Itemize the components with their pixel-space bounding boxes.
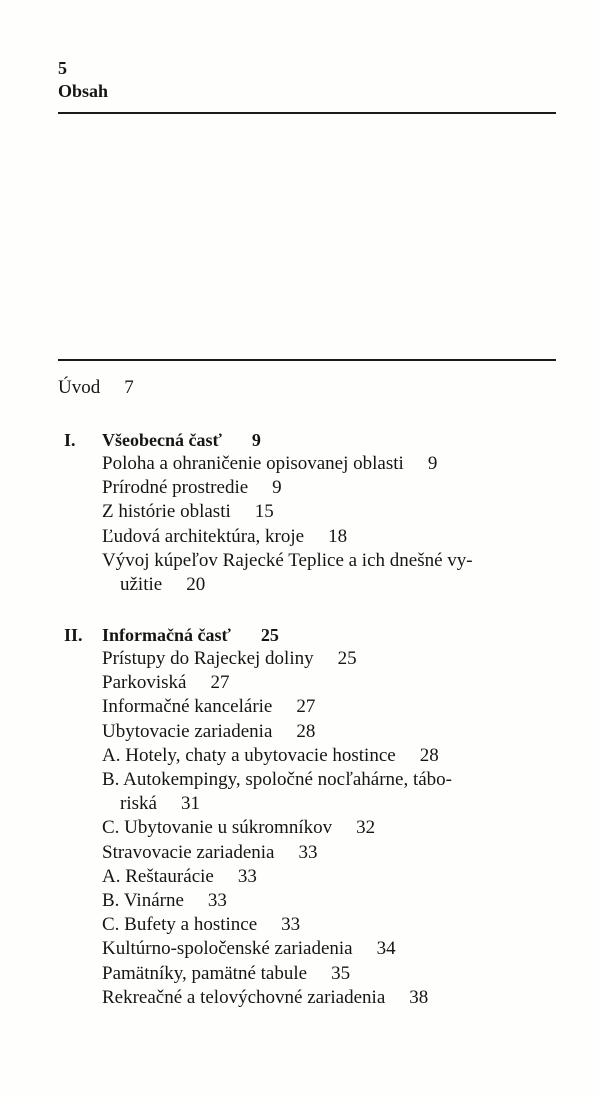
toc-entry-page: 15 — [254, 501, 274, 523]
page-number: 5 — [58, 58, 67, 78]
section-title: Informačná časť — [102, 625, 231, 645]
toc-entry-page: 9 — [272, 477, 282, 499]
toc-entry-page: 33 — [237, 865, 257, 887]
toc-entry — [102, 695, 562, 719]
toc-entry-label-continued: riská — [120, 793, 157, 815]
toc-entry — [102, 889, 562, 913]
toc-entry-page: 27 — [296, 696, 316, 718]
toc-entry — [102, 500, 562, 524]
toc-entry — [102, 937, 562, 961]
toc-entry-label: B. Vinárne — [102, 890, 184, 912]
page-title: Obsah — [58, 81, 109, 101]
toc-entry-label: Ubytovacie zariadenia — [102, 720, 273, 742]
toc-entry-label: Poloha a ohraničenie opisovanej oblasti — [102, 453, 404, 474]
toc-entry — [102, 841, 562, 865]
toc-entry — [102, 768, 562, 816]
section-heading — [64, 428, 261, 452]
toc-entry — [102, 671, 562, 695]
toc-entry — [102, 986, 562, 1010]
section-entries — [102, 452, 562, 597]
toc-entry-page: 27 — [210, 672, 230, 694]
toc-entry — [102, 476, 562, 500]
toc-entry — [102, 549, 562, 597]
toc-entry-label: Vývoj kúpeľov Rajecké Teplice a ich dnešné vy- — [102, 549, 473, 571]
section-heading — [64, 623, 279, 647]
toc-entry-label: Z histórie oblasti — [102, 501, 231, 523]
toc-entry-page: 28 — [296, 720, 316, 742]
toc-entry-label: Informačné kancelárie — [102, 696, 273, 718]
toc-entry — [102, 452, 562, 476]
header-divider — [58, 112, 556, 114]
toc-entry-page: 18 — [328, 525, 348, 547]
toc-entry-label: Ľudová architektúra, kroje — [102, 525, 305, 547]
toc-entry-label: B. Autokempingy, spoločné nocľahárne, tábo- — [102, 769, 452, 791]
toc-entry-label: Stravovacie zariadenia — [102, 841, 275, 863]
toc-entry-label: A. Hotely, chaty a ubytovacie hostince — [102, 744, 396, 766]
toc-entry-label: A. Reštaurácie — [102, 865, 214, 887]
toc-entry-label: Rekreačné a telovýchovné zariadenia — [102, 986, 386, 1008]
toc-entry-label: Parkoviská — [102, 672, 187, 694]
toc-divider — [58, 359, 556, 361]
section-title: Všeobecná časť — [102, 430, 222, 450]
toc-entry-page: 28 — [419, 744, 439, 766]
toc-entry — [102, 913, 562, 937]
toc-entry-page: 9 — [427, 453, 438, 474]
toc-entry-page: 25 — [337, 648, 357, 669]
toc-entry — [102, 525, 562, 549]
toc-entry-label: Prírodné prostredie — [102, 477, 249, 499]
toc-entry — [102, 865, 562, 889]
toc-entry-label: Prístupy do Rajeckej doliny — [102, 648, 314, 669]
toc-entry-page: 33 — [298, 841, 318, 863]
toc-entry-label: Pamätníky, pamätné tabule — [102, 962, 308, 984]
toc-entry-page: 32 — [356, 817, 376, 839]
toc-entry-page: 33 — [207, 890, 227, 912]
toc-entry-page: 31 — [180, 793, 200, 815]
toc-entry — [102, 647, 562, 671]
toc-entry — [102, 720, 562, 744]
toc-entry-page: 35 — [331, 962, 351, 984]
toc-entry-label: C. Ubytovanie u súkromníkov — [102, 817, 333, 839]
toc-entry — [102, 816, 562, 840]
section-numeral: II. — [64, 625, 83, 645]
section-numeral: I. — [64, 430, 76, 450]
toc-entry — [102, 744, 562, 768]
toc-entry-label-continued: užitie — [120, 574, 163, 596]
toc-entry-page: 7 — [124, 377, 134, 398]
toc-entry-label: Kultúrno-spoločenské zariadenia — [102, 938, 353, 960]
section-page: 25 — [260, 625, 279, 645]
toc-entry-page: 38 — [409, 986, 429, 1008]
toc-entry-page: 34 — [376, 938, 396, 960]
toc-entry — [102, 962, 562, 986]
toc-entry-page: 20 — [186, 574, 206, 596]
toc-entry-label: C. Bufety a hostince — [102, 914, 258, 936]
toc-entry-label: Úvod — [58, 377, 101, 398]
section-entries — [102, 647, 562, 1010]
toc-entry-intro — [58, 376, 134, 400]
toc-entry-page: 33 — [281, 914, 301, 936]
section-page: 9 — [251, 430, 261, 450]
